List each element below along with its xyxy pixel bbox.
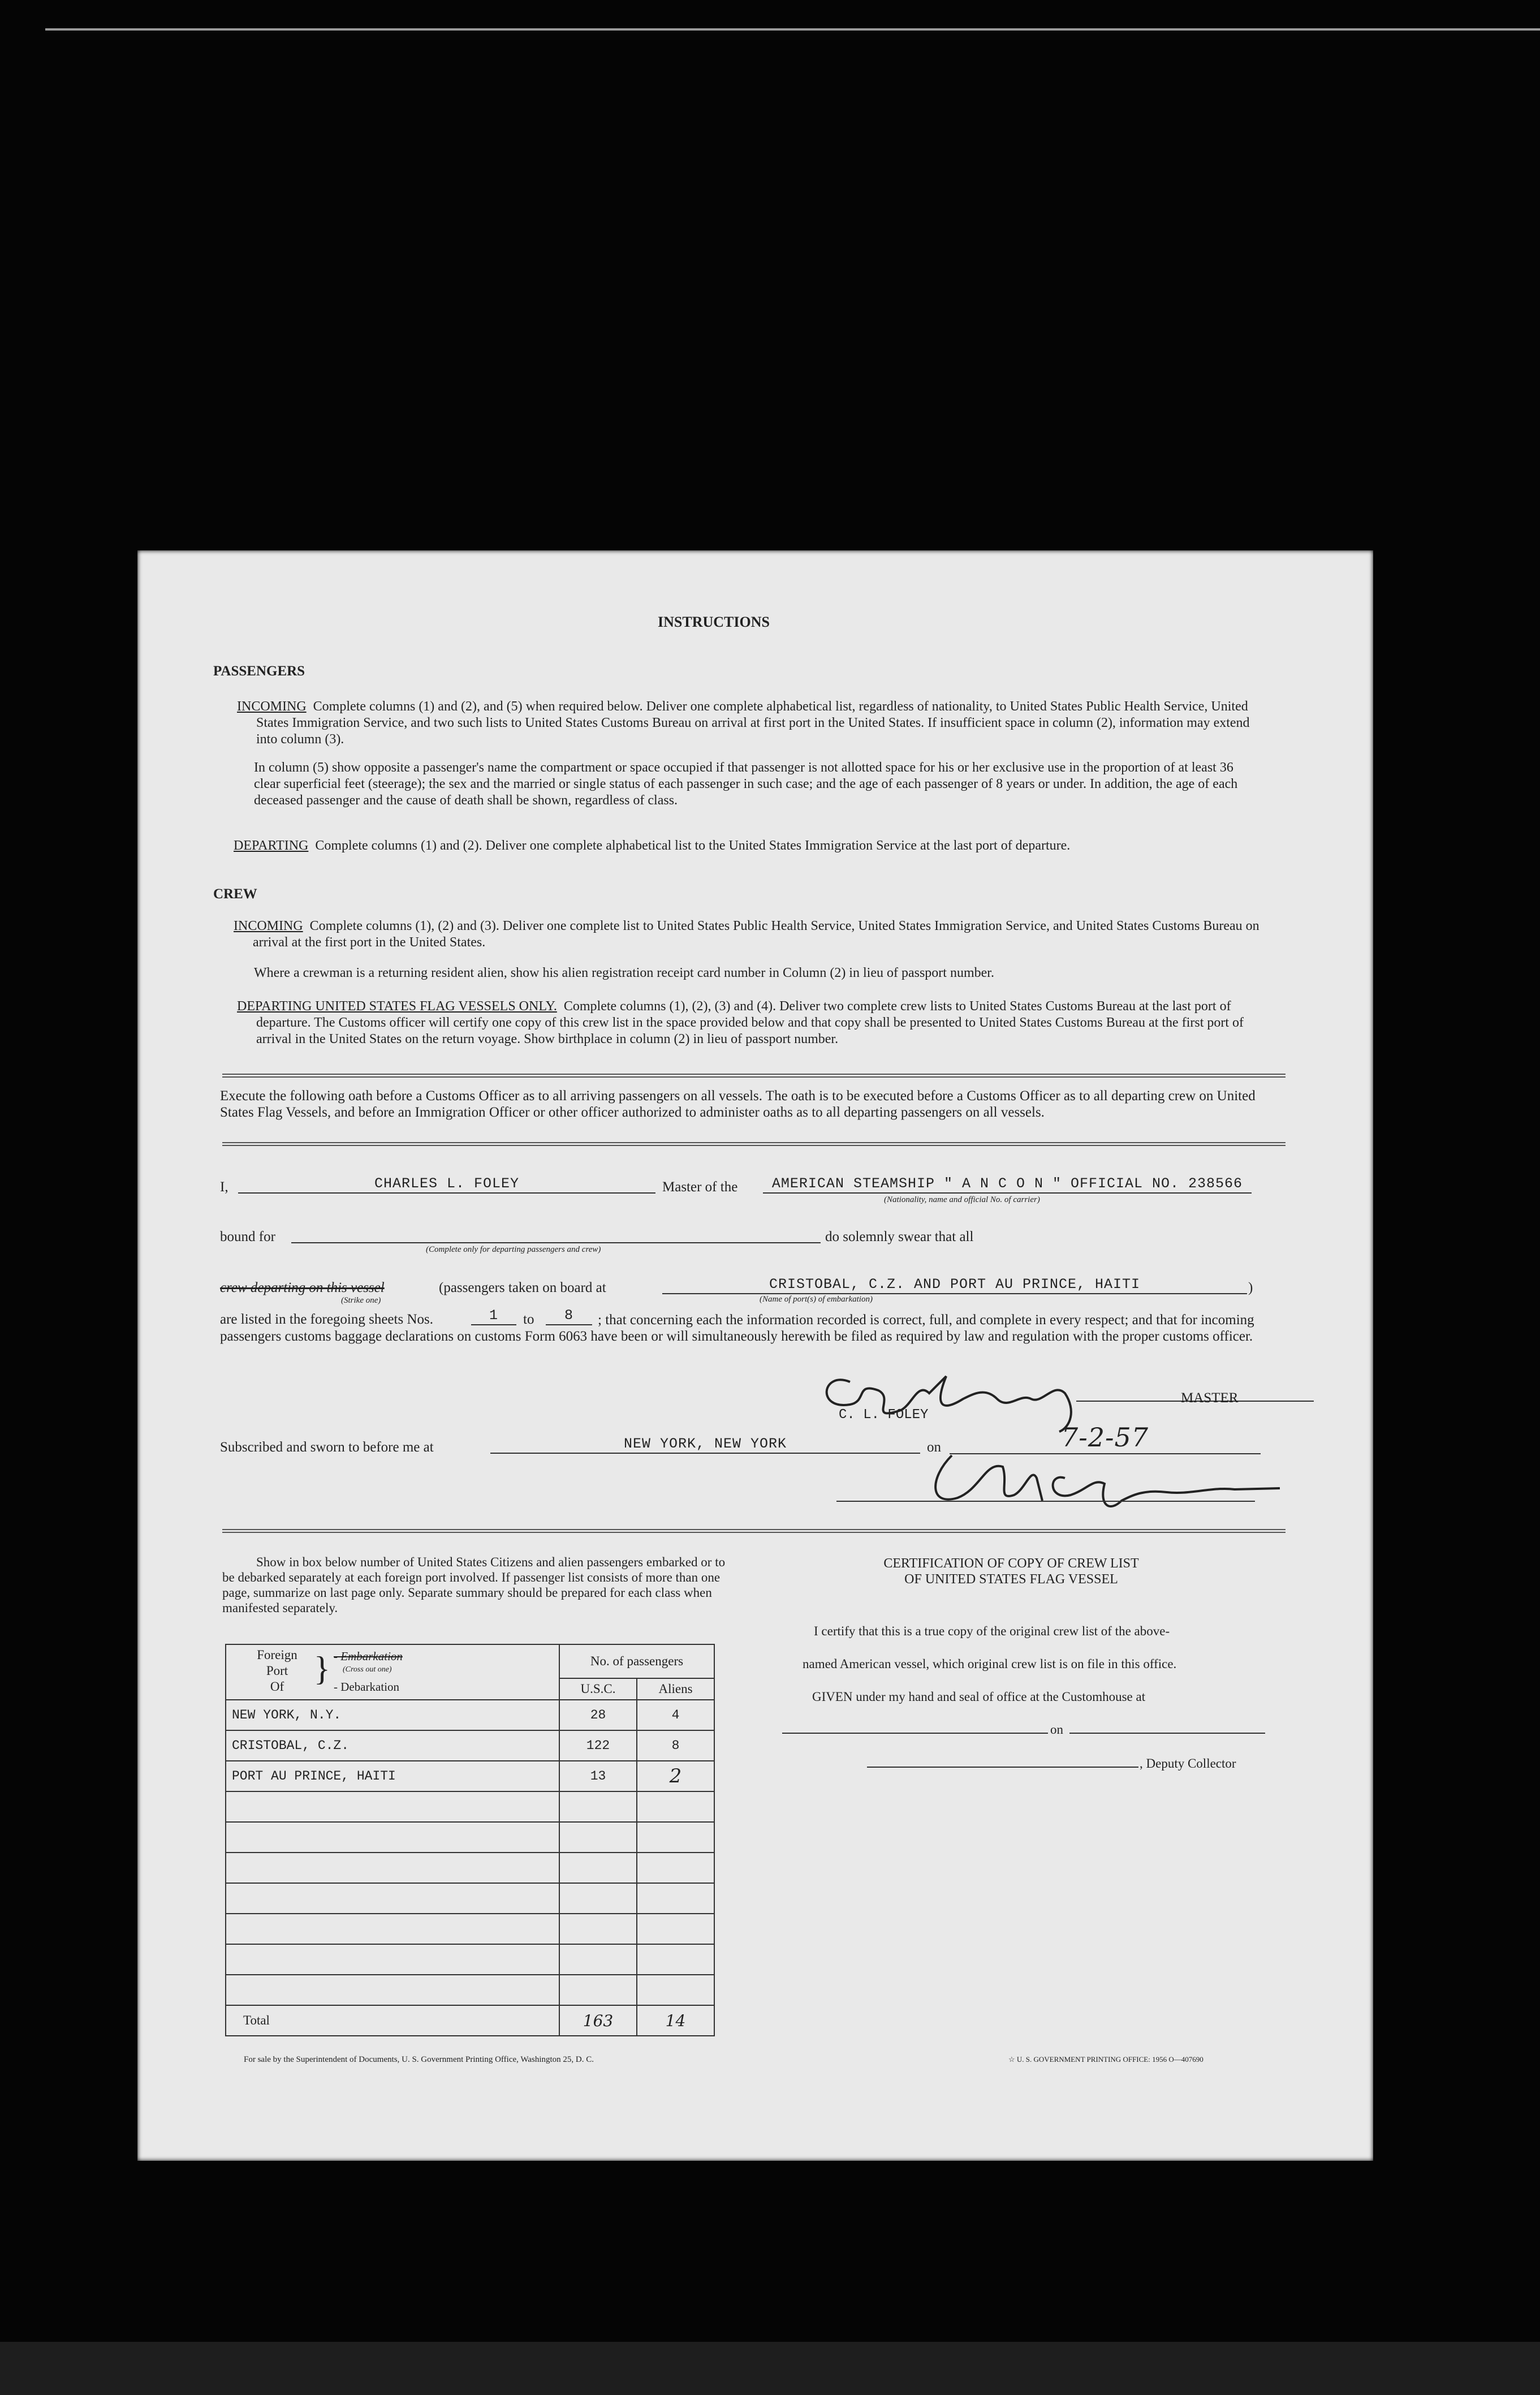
empty-cell: [637, 1822, 714, 1853]
empty-cell: [637, 1975, 714, 2005]
oath-instruction-paragraph: Execute the following oath before a Customs Officer as to all arriving passengers on all vessels. The oath is to be executed before a Customs Officer as to all departing crew on United States Flag Vessels, and before an Immigration Officer or other officer authorized to administer oaths as to all departing passengers on all vessels.: [220, 1088, 1256, 1120]
strike-one-caption: (Strike one): [341, 1296, 381, 1305]
port-cell: CRISTOBAL, C.Z.: [226, 1730, 559, 1761]
empty-cell: [226, 1944, 559, 1975]
empty-cell: [559, 1791, 637, 1822]
passenger-summary-table: [225, 1644, 715, 2036]
empty-cell: [637, 1944, 714, 1975]
instructions-title: INSTRUCTIONS: [658, 614, 770, 630]
empty-cell: [559, 1944, 637, 1975]
document-page: [137, 550, 1373, 2161]
port-header-cell: [226, 1644, 559, 1700]
passengers-incoming-label: INCOMING: [237, 699, 307, 714]
crew-resident-paragraph: Where a crewman is a returning resident alien, show his alien registration receipt card number in Column (2) in lieu of passport number.: [254, 966, 994, 980]
sheet-from-field: 1: [471, 1307, 516, 1325]
bound-for-caption: (Complete only for departing passengers and crew): [426, 1245, 601, 1254]
close-paren: ): [1248, 1280, 1253, 1295]
oath-i-label: I,: [220, 1179, 228, 1195]
table-row-empty: [226, 1822, 714, 1853]
crew-incoming-text: Complete columns (1), (2) and (3). Deliver one complete list to United States Public Health Service, United States Immigration Service, and United States Customs Bureau on arrival at the first port in the United States.: [253, 919, 1259, 950]
empty-cell: [637, 1791, 714, 1822]
certification-title-1: CERTIFICATION OF COPY OF CREW LIST: [883, 1556, 1139, 1571]
signer-name: C. L. FOLEY: [839, 1407, 929, 1423]
aliens-cell: 8: [637, 1730, 714, 1761]
passengers-departing-label: DEPARTING: [234, 838, 309, 853]
customhouse-line: [782, 1733, 1048, 1734]
aliens-cell: 4: [637, 1700, 714, 1730]
certification-on-label: on: [1050, 1722, 1063, 1737]
total-usc: 163: [559, 2005, 637, 2036]
total-row: [226, 2005, 714, 2036]
total-aliens: 14: [637, 2005, 714, 2036]
usc-cell: 13: [559, 1761, 637, 1791]
empty-cell: [226, 1791, 559, 1822]
port-cell: NEW YORK, N.Y.: [226, 1700, 559, 1730]
certify-text-1: I certify that this is a true copy of the original crew list of the above-: [814, 1624, 1170, 1638]
certification-title-2: OF UNITED STATES FLAG VESSEL: [904, 1572, 1118, 1587]
no-passengers-header: No. of passengers: [559, 1644, 714, 1678]
empty-cell: [559, 1853, 637, 1883]
passengers-incoming-text: Complete columns (1) and (2), and (5) when required below. Deliver one complete alphabetical list, regardless of nationality, to United States Public Health Service, United States Immigration Service, and two such lists to United States Customs Bureau on arrival at first port in the United States. If insufficient space in column (2), information may extend into column (3).: [256, 699, 1250, 747]
crew-incoming-paragraph: [234, 918, 1263, 951]
officer-signature: [918, 1444, 1291, 1523]
struck-crew-option: crew departing on this vessel: [220, 1280, 385, 1295]
double-rule-1: [222, 1074, 1286, 1078]
empty-cell: [637, 1853, 714, 1883]
sheet-to-label: to: [523, 1312, 534, 1327]
empty-cell: [226, 1822, 559, 1853]
passengers-heading: PASSENGERS: [213, 664, 305, 679]
empty-cell: [226, 1975, 559, 2005]
bound-for-field: [291, 1225, 821, 1243]
empty-cell: [637, 1914, 714, 1944]
port-header-port: Port: [266, 1664, 288, 1678]
usc-header: U.S.C.: [559, 1678, 637, 1700]
empty-cell: [226, 1853, 559, 1883]
usc-cell: 122: [559, 1730, 637, 1761]
bound-for-label: bound for: [220, 1229, 275, 1244]
passengers-departing-paragraph: [234, 838, 1263, 854]
cross-out-caption: (Cross out one): [343, 1665, 392, 1674]
table-row-empty: [226, 1791, 714, 1822]
sheet-to-field: 8: [546, 1307, 592, 1325]
given-text: GIVEN under my hand and seal of office at the Customhouse at: [812, 1690, 1146, 1704]
ports-caption: (Name of port(s) of embarkation): [760, 1295, 873, 1304]
passengers-taken-label: (passengers taken on board at: [439, 1280, 606, 1295]
port-header-labels: [243, 1647, 311, 1695]
vessel-caption: (Nationality, name and official No. of carrier): [884, 1195, 1040, 1204]
crew-departing-paragraph: [237, 998, 1263, 1048]
deputy-collector-label: , Deputy Collector: [1140, 1756, 1236, 1771]
master-name-field: CHARLES L. FOLEY: [238, 1175, 655, 1194]
port-header-of: Of: [270, 1679, 284, 1694]
empty-cell: [226, 1914, 559, 1944]
attestation-text: ; that concerning each the information recorded is correct, full, and complete in every respect; and that for incoming passengers customs baggage declarations on customs Form 6063 have been or will simultaneously herewith be filed as required by law and regulation with the proper customs officer.: [220, 1312, 1254, 1344]
double-rule-2: [222, 1142, 1286, 1146]
column5-paragraph: In column (5) show opposite a passenger's name the compartment or space occupied if that passenger is not allotted space for his or her exclusive use in the proportion of at least 36 clear superficial feet (steerage); the sex and the married or single status of each passenger in such case; and the age of each passenger of 8 years or under. In addition, the age of each deceased passenger and the cause of death shall be shown, regardless of class.: [254, 760, 1238, 808]
passengers-departing-text: Complete columns (1) and (2). Deliver one complete alphabetical list to the United States Immigration Service at the last port of departure.: [315, 838, 1071, 853]
total-label: Total: [226, 2005, 559, 2036]
table-row-empty: [226, 1853, 714, 1883]
empty-cell: [559, 1914, 637, 1944]
scan-top-edge-line: [45, 28, 1540, 31]
table-row-empty: [226, 1914, 714, 1944]
aliens-cell-handwritten: 2: [637, 1761, 714, 1791]
sheets-label: are listed in the foregoing sheets Nos.: [220, 1312, 433, 1327]
passengers-incoming-paragraph: [237, 699, 1263, 748]
for-sale-footer: For sale by the Superintendent of Documents, U. S. Government Printing Office, Washington 25, D. C.: [244, 2055, 594, 2064]
table-row: [226, 1700, 714, 1730]
aliens-header: Aliens: [637, 1678, 714, 1700]
table-row: [226, 1761, 714, 1791]
summary-instructions: Show in box below number of United States Citizens and alien passengers embarked or to be debarked separately at each foreign port involved. If passenger list consists of more than one page, summarize on last page only. Separate summary should be prepared for each class when manifested separately.: [222, 1555, 726, 1615]
sworn-on-label: on: [927, 1440, 941, 1455]
crew-departing-text: Complete columns (1), (2), (3) and (4). Deliver two complete crew lists to United States Customs Bureau at the last port of departure. The Customs officer will certify one copy of this crew list in the space provided below and that copy shall be presented to United States Customs Bureau at the first port of arrival in the United States on the return voyage. Show birthplace in column (2) in lieu of passport number.: [256, 999, 1244, 1046]
certification-date-line: [1069, 1733, 1265, 1734]
gpo-footer: ☆ U. S. GOVERNMENT PRINTING OFFICE: 1956 O—407690: [1008, 2055, 1203, 2064]
scan-bottom-strip: [0, 2342, 1540, 2395]
debarkation-option: - Debarkation: [334, 1680, 400, 1694]
officer-signature-line: [836, 1501, 1255, 1502]
empty-cell: [559, 1822, 637, 1853]
usc-cell: 28: [559, 1700, 637, 1730]
crew-incoming-label: INCOMING: [234, 919, 303, 933]
double-rule-3: [222, 1529, 1286, 1533]
table-row: [226, 1730, 714, 1761]
solemnly-swear-label: do solemnly swear that all: [825, 1229, 974, 1244]
sworn-date-field: 7-2-57: [950, 1422, 1261, 1454]
embarkation-option: - Embarkation: [334, 1649, 403, 1663]
crew-heading: CREW: [213, 886, 257, 902]
empty-cell: [637, 1883, 714, 1914]
embarkation-ports-field: CRISTOBAL, C.Z. AND PORT AU PRINCE, HAITI: [662, 1276, 1247, 1294]
port-cell: PORT AU PRINCE, HAITI: [226, 1761, 559, 1791]
master-of-label: Master of the: [662, 1179, 738, 1195]
subscribed-label: Subscribed and sworn to before me at: [220, 1440, 434, 1455]
sworn-place-field: NEW YORK, NEW YORK: [490, 1436, 920, 1454]
master-label: MASTER: [1181, 1390, 1239, 1406]
deputy-signature-line: [867, 1767, 1138, 1768]
table-row-empty: [226, 1883, 714, 1914]
crew-departing-label: DEPARTING UNITED STATES FLAG VESSELS ONLY.: [237, 999, 557, 1014]
port-header-foreign: Foreign: [257, 1648, 297, 1662]
empty-cell: [226, 1883, 559, 1914]
brace-glyph: }: [314, 1650, 330, 1687]
certify-text-2: named American vessel, which original crew list is on file in this office.: [803, 1657, 1177, 1671]
summary-header-row: [226, 1644, 714, 1678]
empty-cell: [559, 1883, 637, 1914]
vessel-field: AMERICAN STEAMSHIP " A N C O N " OFFICIAL NO. 238566: [763, 1175, 1252, 1194]
table-row-empty: [226, 1944, 714, 1975]
table-row-empty: [226, 1975, 714, 2005]
empty-cell: [559, 1975, 637, 2005]
